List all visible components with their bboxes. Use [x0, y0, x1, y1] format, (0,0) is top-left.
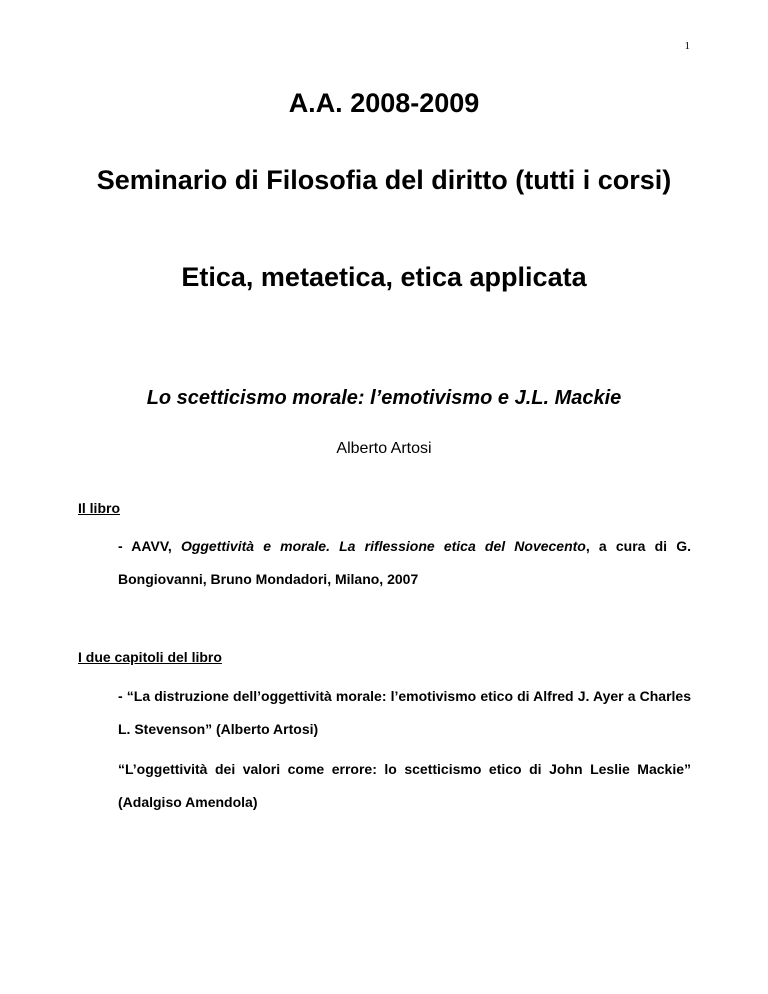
- book-reference: [118, 530, 691, 596]
- academic-year-title: A.A. 2008-2009: [288, 88, 480, 118]
- chapter-entry-2: “L’oggettività dei valori come errore: lo scetticismo etico di John Leslie Mackie” (Adalgiso Amendola): [118, 761, 691, 810]
- chapters-section-heading: I due capitoli del libro: [78, 649, 222, 665]
- page-number: 1: [684, 40, 690, 52]
- course-title: Etica, metaetica, etica applicata: [181, 262, 587, 292]
- lecture-subtitle: Lo scetticismo morale: l’emotivismo e J.L. Mackie: [146, 387, 622, 409]
- book-reference-suffix: , a cura di G. Bongiovanni, Bruno Mondadori, Milano, 2007: [118, 538, 691, 587]
- lecture-author: Alberto Artosi: [336, 440, 432, 457]
- book-reference-title: Oggettività e morale. La riflessione etica del Novecento: [180, 538, 586, 554]
- seminar-title: Seminario di Filosofia del diritto (tutti i corsi): [96, 165, 672, 195]
- book-reference-prefix: - AAVV,: [118, 538, 181, 554]
- chapter-entry-1: - “La distruzione dell’oggettività morale: l’emotivismo etico di Alfred J. Ayer a Charles L. Stevenson” (Alberto Artosi): [118, 688, 691, 737]
- book-section-heading: Il libro: [78, 500, 120, 516]
